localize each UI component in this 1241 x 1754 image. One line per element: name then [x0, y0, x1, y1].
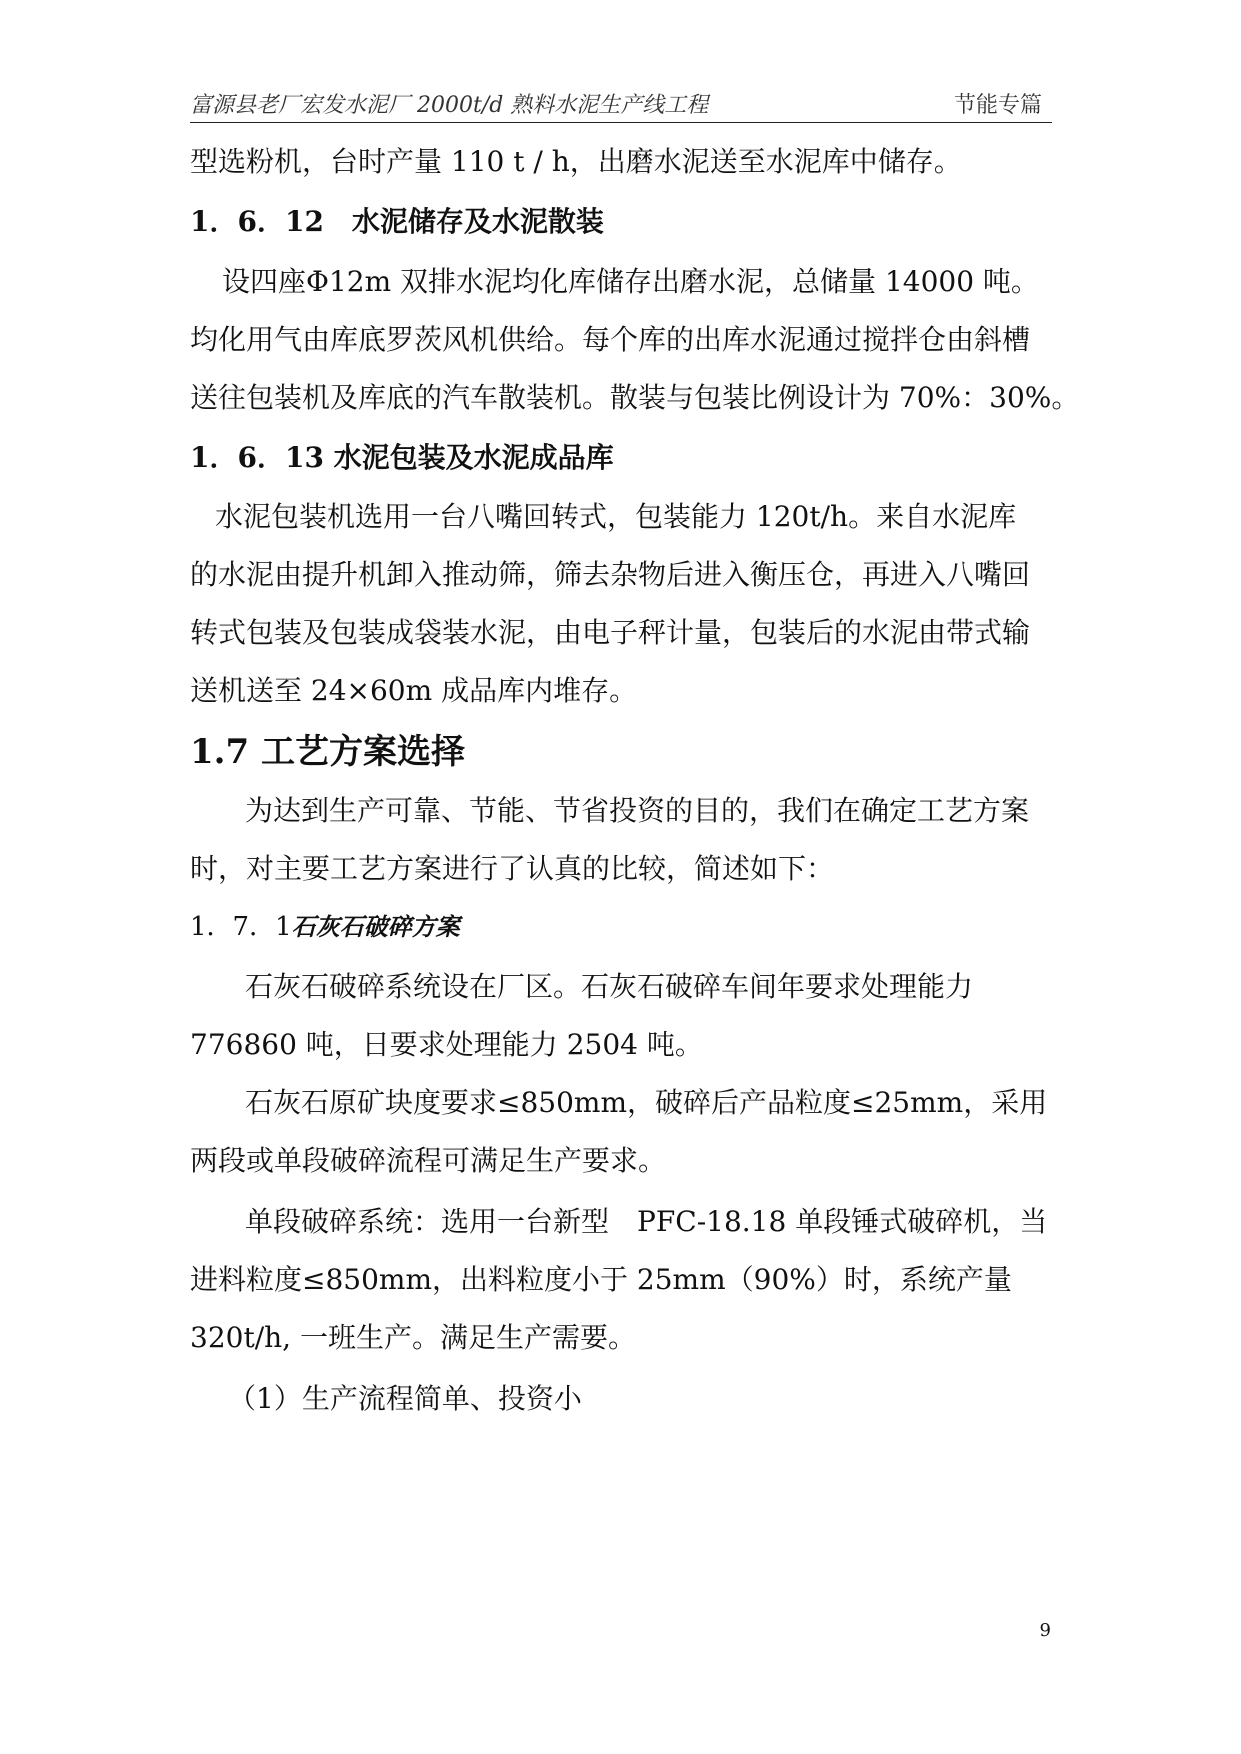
body-line: 两段或单段破碎流程可满足生产要求。 — [190, 1144, 667, 1177]
body-line: （1）生产流程简单、投资小 — [228, 1382, 582, 1415]
body-line: 送往包装机及库底的汽车散装机。散装与包装比例设计为 70%：30%。 — [190, 381, 1080, 414]
body-line: 776860 吨，日要求处理能力 2504 吨。 — [190, 1028, 703, 1061]
body-line: 型选粉机，台时产量 110 t / h，出磨水泥送至水泥库中储存。 — [190, 145, 962, 178]
body-line: 水泥包装机选用一台八嘴回转式，包装能力 120t/h。来自水泥库 — [215, 500, 1017, 533]
subsection-number: 1．7．1 — [190, 912, 292, 942]
section-heading: 1．6．13 水泥包装及水泥成品库 — [190, 441, 614, 474]
body-line: 为达到生产可靠、节能、节省投资的目的，我们在确定工艺方案 — [245, 794, 1030, 827]
body-line: 均化用气由库底罗茨风机供给。每个库的出库水泥通过搅拌仓由斜槽 — [190, 323, 1031, 356]
body-line: 石灰石原矿块度要求≤850mm，破碎后产品粒度≤25mm，采用 — [245, 1086, 1048, 1119]
page-number: 9 — [1039, 1620, 1051, 1641]
section-heading: 1．6．12 水泥储存及水泥散装 — [190, 205, 604, 238]
subsection-title: 石灰石破碎方案 — [291, 912, 460, 941]
chapter-heading: 1.7 工艺方案选择 — [190, 732, 465, 772]
header-title: 富源县老厂宏发水泥厂 2000t/d 熟料水泥生产线工程 — [190, 93, 709, 118]
body-line: 设四座Φ12m 双排水泥均化库储存出磨水泥，总储量 14000 吨。 — [222, 265, 1039, 298]
body-line: 的水泥由提升机卸入推动筛，筛去杂物后进入衡压仓，再进入八嘴回 — [190, 558, 1031, 591]
body-line: 送机送至 24×60m 成品库内堆存。 — [190, 674, 638, 707]
body-line: 转式包装及包装成袋装水泥，由电子秤计量，包装后的水泥由带式输 — [190, 616, 1031, 649]
body-line: 320t/h, 一班生产。满足生产需要。 — [190, 1321, 636, 1354]
page-header — [190, 86, 1052, 123]
body-line: 时，对主要工艺方案进行了认真的比较，简述如下： — [190, 852, 835, 885]
body-line: 单段破碎系统：选用一台新型 PFC-18.18 单段锤式破碎机，当 — [245, 1205, 1048, 1238]
body-line: 石灰石破碎系统设在厂区。石灰石破碎车间年要求处理能力 — [245, 970, 974, 1003]
subsection-heading — [190, 910, 460, 944]
body-line: 进料粒度≤850mm，出料粒度小于 25mm（90%）时，系统产量 — [190, 1263, 1012, 1296]
header-section: 节能专篇 — [953, 93, 1042, 118]
